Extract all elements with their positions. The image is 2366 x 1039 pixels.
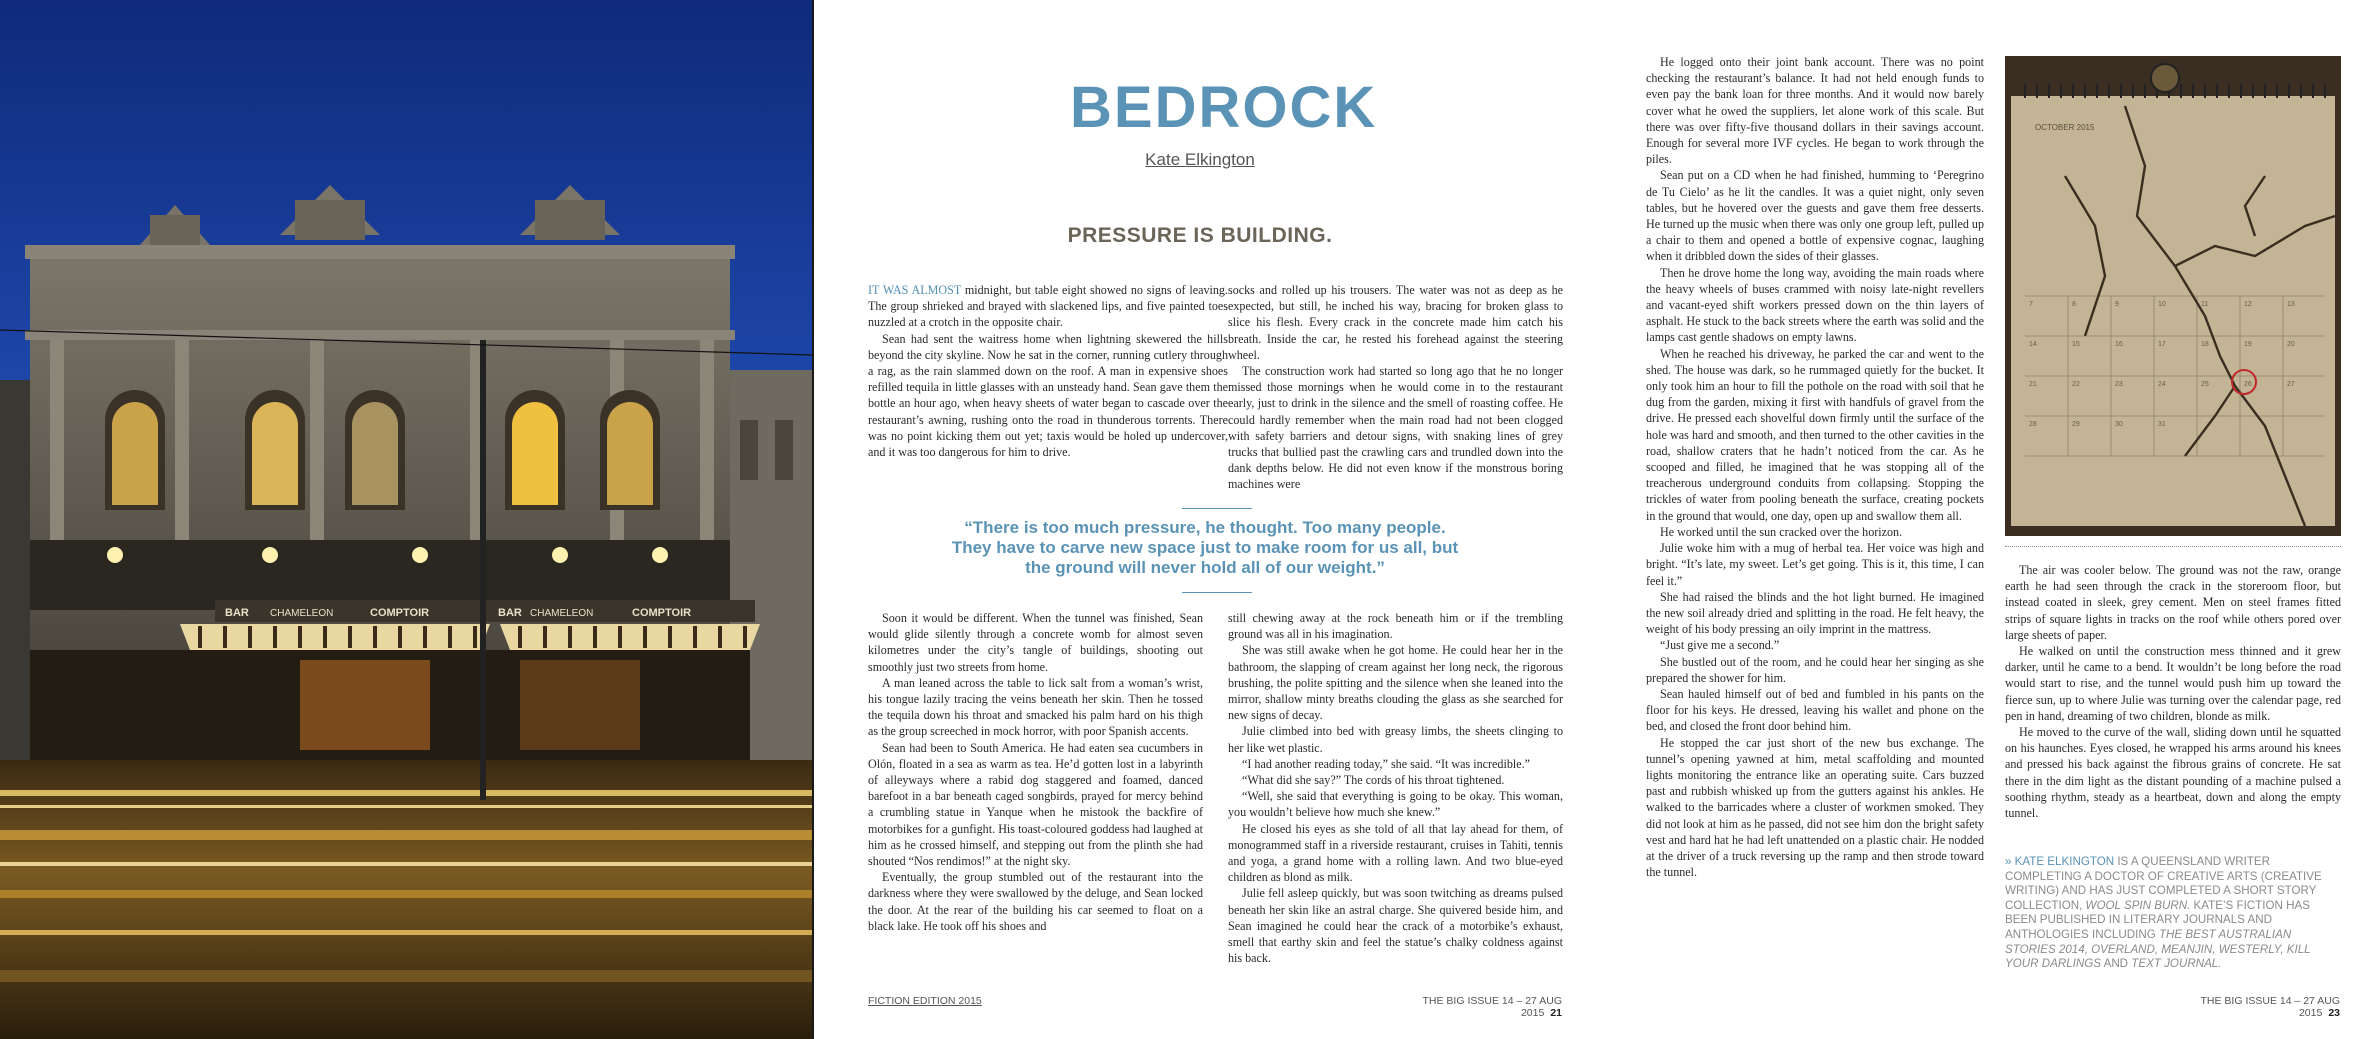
cal-date: 29 <box>2072 421 2080 428</box>
cal-date: 28 <box>2029 421 2037 428</box>
cal-date: 20 <box>2287 341 2295 348</box>
pull-quote: “There is too much pressure, he thought. Too many people. They have to carve new space just to make room for us all, but the ground will never hold all of our weight.” <box>951 518 1459 577</box>
bio-publication-last: TEXT JOURNAL. <box>2131 957 2222 971</box>
cal-date: 23 <box>2115 381 2123 388</box>
paragraph: Julie climbed into bed with greasy limbs, the sheets clinging to her like wet plastic. <box>1228 724 1563 755</box>
cal-date: 10 <box>2158 301 2166 308</box>
bio-text: IS A QUEENSLAND WRITER COMPLETING A DOCTOR OF CREATIVE ARTS (CREATIVE WRITING) AND HAS JUST COMPLETED A SHORT STORY COLLECTION, <box>2005 855 2322 912</box>
paragraph: He stopped the car just short of the new bus exchange. The tunnel’s opening yawned at him, metal scaffolding and mounted lights monitoring the entrance like an operating suite. Cars buzzed past and rubbish whisked up from the gutters against his ankles. He walked to the barricades where a cluster of workmen smoked. They did not look at him as he passed, did not see him don the bright safety vest and hard hat he had left unattended on a plastic chair. He nodded at the driver of a truck reversing up the ramp and then strode toward the tunnel. <box>1646 735 1984 880</box>
paragraph: A man leaned across the table to lick salt from a woman’s wrist, his tongue lazily tracing the veins beneath her skin. Then he tossed the tequila down his throat and smacked his palm hard on his thigh as the group screeched in mock horror, with poor Spanish accents. <box>868 675 1203 739</box>
paragraph: Sean put on a CD when he had finished, humming to ‘Peregrino de Tu Cielo’ as he lit the candles. It was a quiet night, only seven tables, but he hovered over the guests and gave them free desserts. He turned up the music when there was only one group left, pulled up a chair to them and opened a bottle of expensive cognac, laughing when it dribbled down the sides of their glasses. <box>1646 168 1984 264</box>
paragraph: Then he drove home the long way, avoiding the main roads where the heavy wheels of buses crammed with noisy late-night revellers and vacant-eyed shift workers pressed down on the thin layers of asphalt. He stuck to the back streets where the earth was solid and the lamps cast gentle shadows on empty lawns. <box>1646 265 1984 345</box>
footer-issue: THE BIG ISSUE 14 – 27 AUG 2015 <box>2200 995 2340 1019</box>
paragraph: Sean had been to South America. He had eaten sea cucumbers in Olón, floated in a sea as warm as tea. He’d gotten lost in a labyrinth of alleyways where a rabid dog staggered and foamed, danced barefoot in a bar beneath caged songbirds, prayed for mercy behind a crumbling statue in Yanque when he mistook the backfire of motorbikes for a gunfight. His toast-coloured goddess had laughed at him as he crossed himself, and stepping out from the plinth she had shouted “Nos rendimos!” at the night sky. <box>868 740 1203 869</box>
paragraph: He worked until the sun cracked over the horizon. <box>1660 524 1903 539</box>
cal-date: 24 <box>2158 381 2166 388</box>
cal-date: 21 <box>2029 381 2037 388</box>
cal-date: 14 <box>2029 341 2037 348</box>
cal-date: 22 <box>2072 381 2080 388</box>
column-1-bottom <box>868 610 1203 934</box>
paragraph: She bustled out of the room, and he could hear her singing as she prepared the shower for him. <box>1646 654 1984 685</box>
cal-date: 18 <box>2201 341 2209 348</box>
column-3 <box>1646 54 1984 880</box>
footer-left-folio <box>1392 995 1562 1019</box>
paragraph: He walked on until the construction mess thinned and it grew darker, until he came to a bend. It wouldn’t be long before the road would start to rise, and the tunnel would push him up toward the fierce sun, up to where Julie was turning over the calendar page, red pen in hand, dreaming of two children, blonde as milk. <box>2005 644 2341 723</box>
cal-date: 31 <box>2158 421 2166 428</box>
column-2-bottom <box>1228 610 1563 966</box>
paragraph: “What did she say?” The cords of his throat tightened. <box>1242 773 1505 788</box>
opening-paragraph <box>868 282 1228 331</box>
pullquote-rule-top <box>1182 508 1252 509</box>
author-bio <box>2005 855 2341 972</box>
paragraph: Julie fell asleep quickly, but was soon twitching as dreams pulsed beneath her skin like an astral charge. She quivered beside him, and Sean imagined he could hear the crack of a motorbike’s exhaust, smell that earthy skin and feel the statue’s chalky coldness against his back. <box>1228 886 1563 966</box>
bio-publications: THE BEST AUSTRALIAN STORIES 2014, OVERLAND, MEANJIN, WESTERLY, KILL YOUR DARLINGS <box>2005 927 2311 971</box>
story-deck: PRESSURE IS BUILDING. <box>1067 224 1333 247</box>
sign-bar-2: BAR <box>498 607 522 619</box>
cal-date: 27 <box>2287 381 2295 388</box>
page-number: 21 <box>1550 1007 1562 1019</box>
pullquote-rule-bottom <box>1182 592 1252 593</box>
paragraph: He closed his eyes as she told of all that lay ahead for them, of monogrammed staff in a riverside restaurant, cruises in Tahiti, tennis and yoga, a grand home with a rolling lawn. And two blue-eyed children as blond as milk. <box>1228 821 1563 885</box>
paragraph: Soon it would be different. When the tunnel was finished, Sean would glide silently through a concrete womb for almost seven kilometres under the city’s tangle of buildings, shooting out smoothly just two streets from home. <box>868 611 1203 674</box>
paragraph: Eventually, the group stumbled out of the restaurant into the darkness where they were swallowed by the deluge, and Sean locked the door. At the rear of the building his car seemed to float on a black lake. He took off his shoes and <box>868 870 1203 933</box>
paragraph: She had raised the blinds and the hot light burned. He imagined the new soil already dried and splitting in the road. He felt heavy, the weight of his body pressing an oily imprint in the mattress. <box>1646 589 1984 637</box>
column-4 <box>2005 562 2341 821</box>
footer-edition: FICTION EDITION 2015 <box>868 995 982 1007</box>
paragraph: still chewing away at the rock beneath him or if the trembling ground was all in his imagination. <box>1228 611 1563 642</box>
paragraph: socks and rolled up his trousers. The water was not as deep as he expected, but still, he inched his way, bracing for broken glass to slice his flesh. Every crack in the concrete made him catch his breath. Inside the car, he rested his forehead against the steering wheel. <box>1228 283 1563 362</box>
cal-date: 11 <box>2201 301 2209 308</box>
footer-right-folio <box>2170 995 2340 1019</box>
opening-text: midnight, but table eight showed no signs of leaving. The group shrieked and brayed with slackened lips, and five painted toes nuzzled at a crotch in the opposite chair. <box>868 283 1228 330</box>
cal-date: 30 <box>2115 421 2123 428</box>
paragraph: Sean hauled himself out of bed and fumbled in his pants on the floor for his keys. He dressed, leaving his wallet and phone on the bed, and closed the front door behind him. <box>1646 686 1984 734</box>
sign-comptoir-1: COMPTOIR <box>370 607 430 619</box>
cal-date: 17 <box>2158 341 2166 348</box>
cal-date: 9 <box>2115 301 2119 308</box>
sign-chameleon-2: CHAMELEON <box>530 608 594 619</box>
bio-text: KATE’S FICTION HAS BEEN PUBLISHED IN LITERARY JOURNALS AND ANTHOLOGIES INCLUDING <box>2005 898 2310 941</box>
paragraph: “I had another reading today,” she said. “It was incredible.” <box>1242 756 1530 771</box>
paragraph: Julie woke him with a mug of herbal tea. Her voice was high and bright. “It’s late, my sweet. Let’s get going. This is it, this time, I can feel it.” <box>1646 541 1984 588</box>
author-byline[interactable]: Kate Elkington <box>1145 150 1255 169</box>
cracked-calendar-photo <box>2005 56 2341 536</box>
image-divider <box>2005 546 2341 547</box>
paragraph: “Just give me a second.” <box>1660 638 1780 653</box>
cal-date: 8 <box>2072 301 2076 308</box>
footer-issue: THE BIG ISSUE 14 – 27 AUG 2015 <box>1422 995 1562 1019</box>
cal-date: 16 <box>2115 341 2123 348</box>
cal-date: 19 <box>2244 341 2252 348</box>
paragraph: She was still awake when he got home. He could hear her in the bathroom, the slapping of cream against her long neck, the rigorous brushing, the polite spitting and the silence when she leaned into the mirror, shallow minty breaths clouding the glass as she searched for new signs of decay. <box>1228 643 1563 723</box>
calendar-month: OCTOBER 2015 <box>2035 123 2095 132</box>
paragraph: The air was cooler below. The ground was not the raw, orange earth he had seen through the crack in the storeroom floor, but instead coated in sleek, grey cement. Men on steel frames fitted strips of square lights in tracks on the roof while others pored over large sheets of paper. <box>2005 563 2341 642</box>
column-1-top <box>868 282 1228 460</box>
bio-collection: WOOL SPIN BURN. <box>2085 898 2191 912</box>
paragraph: “Well, she said that everything is going to be okay. This woman, you wouldn’t believe how much she knew.” <box>1228 789 1563 820</box>
column-2-top <box>1228 282 1563 493</box>
cal-date: 26 <box>2244 381 2252 388</box>
sign-bar-1: BAR <box>225 607 249 619</box>
sign-comptoir-2: COMPTOIR <box>632 607 692 619</box>
spread-gutter <box>812 0 814 1039</box>
paragraph: He logged onto their joint bank account. There was no point checking the restaurant’s balance. It had not held enough funds to even pay the bank loan for three months. And it would now barely cover what he owed the suppliers, let alone work of this scale. But there was over fifty-five thousand dollars in their savings account. Enough for several more IVF cycles. He began to work through the piles. <box>1646 55 1984 167</box>
paragraph: The construction work had started so long ago that he no longer missed those mornings when he would come in to the restaurant early, just to drink in the silence and the smell of roasting coffee. He could hardly remember when the main road had not been clogged with safety barriers and detour signs, with snaking lines of grey trucks that bullied past the crawling cars and trundled down into the dank depths below. He did not even know if the monstrous boring machines were <box>1228 364 1563 492</box>
cal-date: 25 <box>2201 381 2209 388</box>
building-photo <box>0 0 812 1039</box>
paragraph: Sean had sent the waitress home when lightning skewered the hills beyond the city skyline. Now he sat in the corner, running cutlery through a rag, as the rain slammed down on the roof. A man in expensive shoes refilled tequila in little glasses with an unsteady hand. Sean gave them the bottle an hour ago, when heavy sheets of water began to cascade over the restaurant’s awning, rushing onto the road in thunderous torrents. There was no point kicking them out yet; taxis would be holed up undercover, and it was too dangerous for him to drive. <box>868 331 1228 460</box>
bio-text: AND <box>2101 957 2132 971</box>
paragraph: He moved to the curve of the wall, sliding down until he squatted on his haunches. Eyes closed, he wrapped his arms around his knees and pressed his back against the fibrous grains of concrete. He sat there in the dim light as the distant pounding of a machine pulsed a soothing rhythm, steady as a heartbeat, down and along the empty tunnel. <box>2005 725 2341 821</box>
bio-marker: » KATE ELKINGTON <box>2005 855 2115 868</box>
lead-in: IT WAS ALMOST <box>868 283 962 297</box>
paragraph: When he reached his driveway, he parked the car and went to the shed. The house was dark, so he rummaged quietly for the bucket. It only took him an hour to fill the pothole on the road with soil that he dug from the garden, mixing it first with handfuls of gravel from the drive. He pressed each shovelful down firmly until the surface of the hole was hard and smooth, and then turned to the other cavities in the road, shallow craters that he hadn’t noticed from the car. As he scooped and filled, he imagined that he was stopping all of the treacherous underground conduits from collapsing. Stopping the trickles of water from pooling beneath the surface, creating pockets in the ground that would, one day, open up and swallow them all. <box>1646 346 1984 523</box>
page-title: BEDROCK <box>1070 75 1378 140</box>
cal-date: 13 <box>2287 301 2295 308</box>
sign-chameleon-1: CHAMELEON <box>270 608 334 619</box>
cal-date: 7 <box>2029 301 2033 308</box>
cal-date: 12 <box>2244 301 2252 308</box>
cal-date: 15 <box>2072 341 2080 348</box>
page-number: 23 <box>2328 1007 2340 1019</box>
